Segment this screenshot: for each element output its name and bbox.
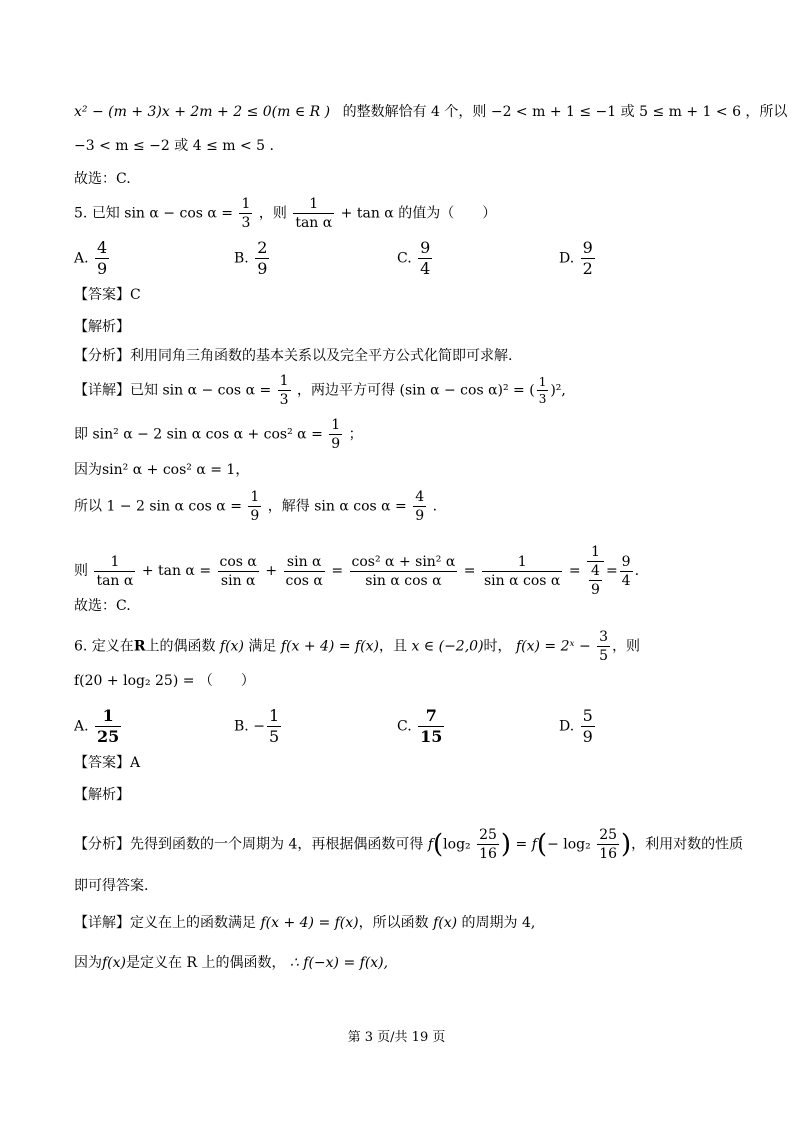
q5-option-c: C. $\frac{9}{4}$ xyxy=(397,238,431,278)
q5-detail-5: 则 $\frac{1}{\text{tan α}}$ + tan α = $\frac{\text{cos α}}{\text{sin α}}$ + $\frac{\text{sin α}}{\text{cos α}}$ = $\frac{\text{cos² α + sin² α}}{\text{sin α cos α}}$ = $\frac{1}{\text{sin α cos α}}$ = $\frac{1}{\frac{4}{9}}$ = $\frac{9}{4}$ . xyxy=(74,544,640,598)
q5-stem: 5. 已知 sin α − cos α = $\frac{1}{3}$ ，则 $\frac{1}{\text{tan α}}$ + tan α 的值为（ ） xyxy=(74,196,497,231)
q6-stem: 6. 定义在R上的偶函数 f(x) 满足 f(x + 4) = f(x)，且 x ∈ (−2,0)时， f(x) = 2ˣ − $\frac{3}{5}$ ，则 xyxy=(74,629,641,664)
q5-given-fraction: $\frac{1}{3}$ xyxy=(241,196,251,231)
q6-detail-1: 【详解】定义在上的函数满足 f(x + 4) = f(x)，所以函数 f(x) 的周期为 4, xyxy=(74,915,536,931)
q6-answer: 【答案】A xyxy=(74,755,141,771)
q6-option-a: A. $\frac{1}{25}$ xyxy=(74,706,120,746)
q6-detail-2: 因为f(x)是定义在 R 上的偶函数， ∴ f(−x) = f(x), xyxy=(74,955,389,971)
q5-analysis-header: 【解析】 xyxy=(74,319,130,335)
q6-analysis: 【分析】先得到函数的一个周期为 4，再根据偶函数可得 f(log₂ $\frac{25}{16}$ ) = f(− log₂ $\frac{25}{16}$ )，利用对数的性质 xyxy=(74,827,744,862)
q5-detail-2: 即 sin² α − 2 sin α cos α + cos² α = $\frac{1}{9}$ ； xyxy=(74,417,363,452)
q5-detail-3: 因为sin² α + cos² α = 1， xyxy=(74,462,250,478)
q4-solution-line1: x² − (m + 3)x + 2m + 2 ≤ 0(m ∈ R ) 的整数解恰有 4 个，则 −2 < m + 1 ≤ −1 或 5 ≤ m + 1 < 6 ，所以 xyxy=(74,104,788,120)
q6-analysis-line2: 即可得答案. xyxy=(74,878,149,894)
q5-option-b: B. $\frac{2}{9}$ xyxy=(234,238,268,278)
q5-analysis: 【分析】利用同角三角函数的基本关系以及完全平方公式化简即可求解. xyxy=(74,348,513,364)
q4-solution-line2: −3 < m ≤ −2 或 4 ≤ m < 5 . xyxy=(74,138,274,154)
page-footer: 第 3 页/共 19 页 xyxy=(347,1030,446,1045)
q6-stem-line2: f(20 + log₂ 25) = （ ） xyxy=(74,673,255,689)
q6-option-d: D. $\frac{5}{9}$ xyxy=(559,706,593,746)
q6-option-b: B. − $\frac{1}{5}$ xyxy=(234,706,280,746)
q5-answer: 【答案】C xyxy=(74,287,141,303)
q5-target-fraction: $\frac{1}{\text{tan α}}$ xyxy=(295,196,333,231)
q5-detail-4: 所以 1 − 2 sin α cos α = $\frac{1}{9}$ ，解得 sin α cos α = $\frac{4}{9}$ . xyxy=(74,489,438,524)
q5-option-d: D. $\frac{9}{2}$ xyxy=(559,238,593,278)
q6-option-c: C. $\frac{7}{15}$ xyxy=(397,706,443,746)
q5-choice: 故选：C. xyxy=(74,598,131,614)
q4-choice: 故选：C. xyxy=(74,171,131,187)
q5-option-a: A. $\frac{4}{9}$ xyxy=(74,238,108,278)
q5-detail-1: 【详解】已知 sin α − cos α = $\frac{1}{3}$ ，两边平方可得 (sin α − cos α)² = ( $\frac{1}{3}$ )², xyxy=(74,373,566,408)
q6-analysis-header: 【解析】 xyxy=(74,787,130,803)
